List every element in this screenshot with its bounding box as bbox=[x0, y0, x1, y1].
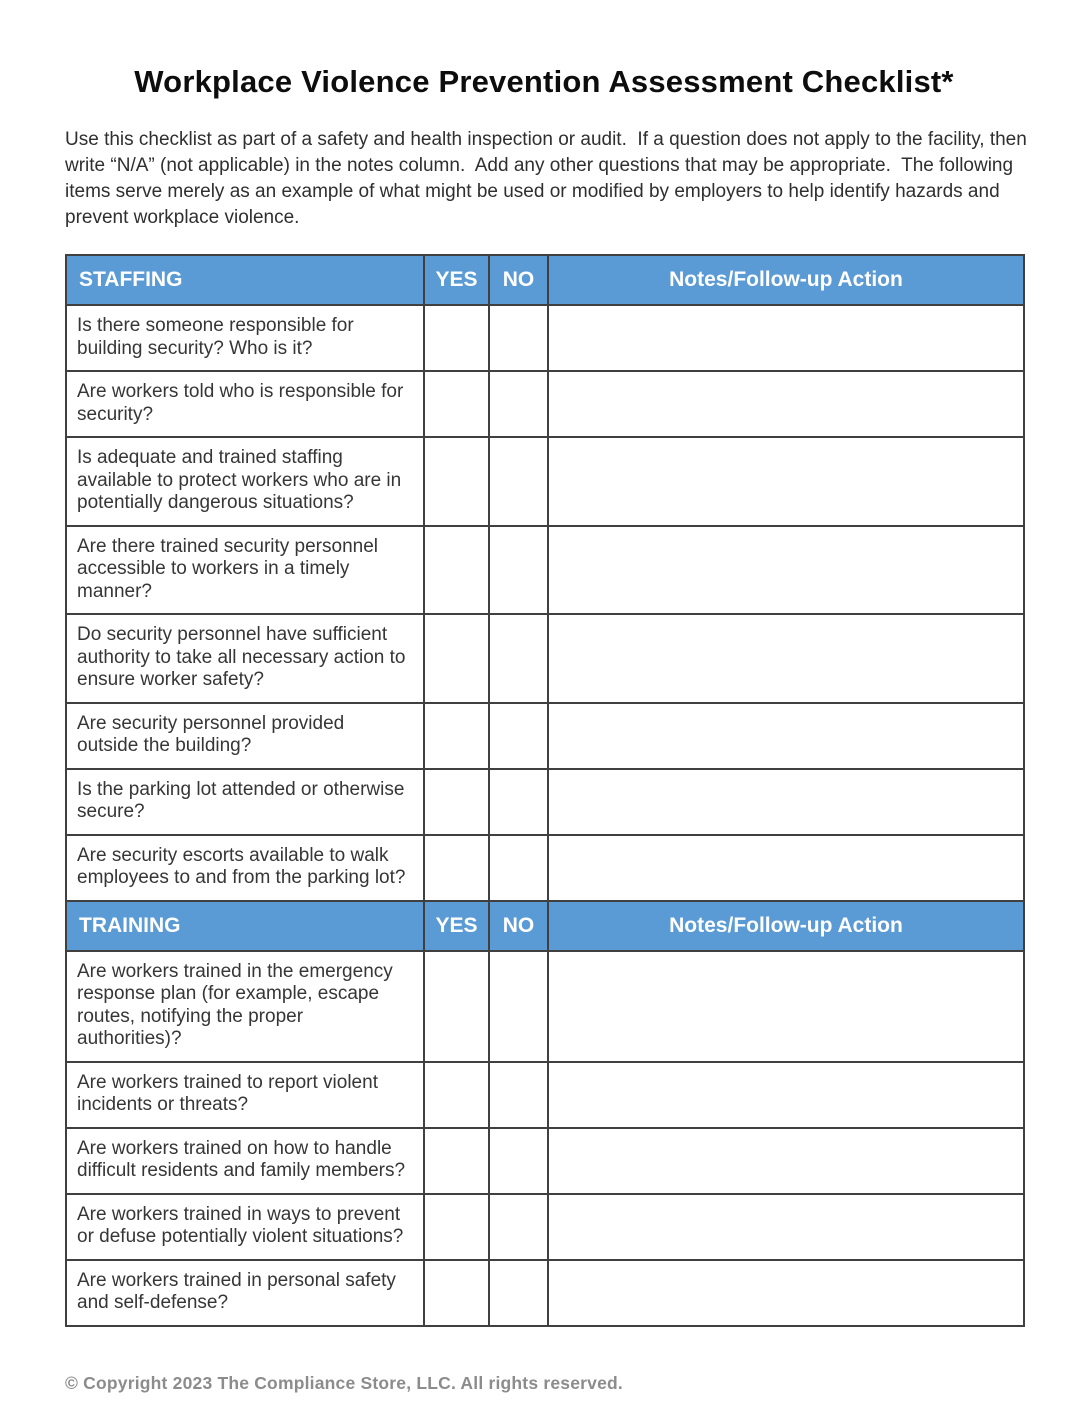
yes-cell bbox=[424, 769, 489, 835]
no-cell bbox=[489, 614, 548, 703]
notes-cell bbox=[548, 1194, 1024, 1260]
question-row bbox=[66, 835, 1024, 901]
no-cell bbox=[489, 305, 548, 371]
notes-cell bbox=[548, 1062, 1024, 1128]
question-cell: Are there trained security personnel accessible to workers in a timely manner? bbox=[66, 526, 424, 615]
notes-column-header: Notes/Follow-up Action bbox=[548, 255, 1024, 305]
notes-cell bbox=[548, 526, 1024, 615]
question-row bbox=[66, 1260, 1024, 1326]
question-cell: Are workers told who is responsible for security? bbox=[66, 371, 424, 437]
section-header-row bbox=[66, 901, 1024, 951]
yes-cell bbox=[424, 703, 489, 769]
yes-cell bbox=[424, 371, 489, 437]
no-column-header: NO bbox=[489, 901, 548, 951]
no-cell bbox=[489, 703, 548, 769]
no-cell bbox=[489, 1062, 548, 1128]
question-cell: Are workers trained to report violent incidents or threats? bbox=[66, 1062, 424, 1128]
notes-column-header: Notes/Follow-up Action bbox=[548, 901, 1024, 951]
intro-paragraph: Use this checklist as part of a safety and health inspection or audit. If a question does not apply to the facility, then write “N/A” (not applicable) in the notes column. Add any other questions that may be appropriate. The following items serve merely as an example of what might be used or modified by employers to help identify hazards and prevent workplace violence. bbox=[65, 129, 1033, 228]
notes-cell bbox=[548, 614, 1024, 703]
notes-cell bbox=[548, 371, 1024, 437]
notes-cell bbox=[548, 703, 1024, 769]
notes-cell bbox=[548, 305, 1024, 371]
no-cell bbox=[489, 526, 548, 615]
question-cell: Are workers trained on how to handle difficult residents and family members? bbox=[66, 1128, 424, 1194]
page-title: Workplace Violence Prevention Assessment Checklist* bbox=[134, 64, 954, 99]
no-cell bbox=[489, 1128, 548, 1194]
no-cell bbox=[489, 371, 548, 437]
question-row bbox=[66, 1128, 1024, 1194]
yes-column-header: YES bbox=[424, 901, 489, 951]
question-cell: Are workers trained in ways to prevent or defuse potentially violent situations? bbox=[66, 1194, 424, 1260]
yes-cell bbox=[424, 1062, 489, 1128]
yes-cell bbox=[424, 1128, 489, 1194]
question-row bbox=[66, 703, 1024, 769]
no-cell bbox=[489, 437, 548, 526]
question-row bbox=[66, 1062, 1024, 1128]
checklist-table bbox=[65, 254, 1025, 1327]
question-row bbox=[66, 614, 1024, 703]
section-title-cell: TRAINING bbox=[66, 901, 424, 951]
question-row bbox=[66, 951, 1024, 1062]
question-row bbox=[66, 1194, 1024, 1260]
no-cell bbox=[489, 835, 548, 901]
question-cell: Are security personnel provided outside the building? bbox=[66, 703, 424, 769]
yes-column-header: YES bbox=[424, 255, 489, 305]
question-row bbox=[66, 305, 1024, 371]
yes-cell bbox=[424, 437, 489, 526]
notes-cell bbox=[548, 1260, 1024, 1326]
notes-cell bbox=[548, 835, 1024, 901]
question-cell: Are workers trained in the emergency response plan (for example, escape routes, notifying the proper authorities)? bbox=[66, 951, 424, 1062]
notes-cell bbox=[548, 437, 1024, 526]
copyright-footer: © Copyright 2023 The Compliance Store, LLC. All rights reserved. bbox=[65, 1372, 623, 1393]
yes-cell bbox=[424, 835, 489, 901]
yes-cell bbox=[424, 305, 489, 371]
question-cell: Do security personnel have sufficient authority to take all necessary action to ensure worker safety? bbox=[66, 614, 424, 703]
question-row bbox=[66, 437, 1024, 526]
no-cell bbox=[489, 1194, 548, 1260]
no-cell bbox=[489, 769, 548, 835]
notes-cell bbox=[548, 1128, 1024, 1194]
yes-cell bbox=[424, 1194, 489, 1260]
yes-cell bbox=[424, 951, 489, 1062]
section-title-cell: STAFFING bbox=[66, 255, 424, 305]
question-cell: Are security escorts available to walk employees to and from the parking lot? bbox=[66, 835, 424, 901]
no-cell bbox=[489, 951, 548, 1062]
question-cell: Are workers trained in personal safety and self-defense? bbox=[66, 1260, 424, 1326]
notes-cell bbox=[548, 951, 1024, 1062]
question-row bbox=[66, 371, 1024, 437]
yes-cell bbox=[424, 614, 489, 703]
section-header-row bbox=[66, 255, 1024, 305]
yes-cell bbox=[424, 526, 489, 615]
no-cell bbox=[489, 1260, 548, 1326]
yes-cell bbox=[424, 1260, 489, 1326]
question-row bbox=[66, 526, 1024, 615]
question-cell: Is the parking lot attended or otherwise secure? bbox=[66, 769, 424, 835]
notes-cell bbox=[548, 769, 1024, 835]
question-cell: Is there someone responsible for building security? Who is it? bbox=[66, 305, 424, 371]
question-row bbox=[66, 769, 1024, 835]
no-column-header: NO bbox=[489, 255, 548, 305]
question-cell: Is adequate and trained staffing available to protect workers who are in potentially dangerous situations? bbox=[66, 437, 424, 526]
